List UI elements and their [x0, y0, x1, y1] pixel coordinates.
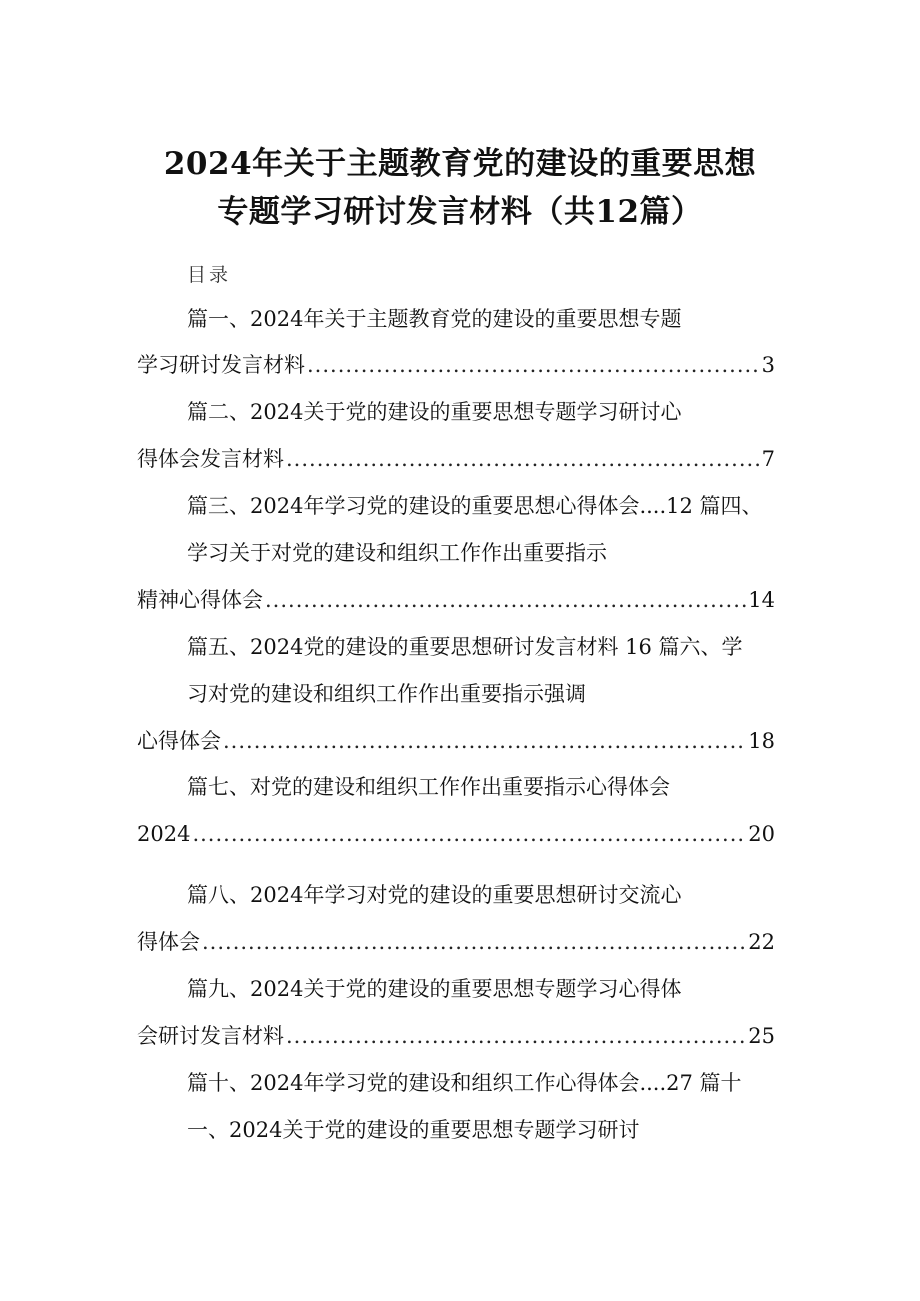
toc-entry-4-line: 学习关于对党的建设和组织工作作出重要指示 — [187, 541, 607, 565]
toc-entry-1-page: 3 — [761, 353, 775, 377]
toc-heading: 目录 — [187, 264, 232, 286]
dot-leader — [192, 819, 746, 849]
toc-entry-2-leader[interactable] — [137, 444, 775, 474]
toc-entry-4-tail: 精神心得体会 — [137, 588, 263, 612]
toc-entry-9-page: 25 — [748, 1024, 775, 1048]
toc-entry-9-tail: 会研讨发言材料 — [137, 1024, 284, 1048]
toc-entry-10-line: 篇十、2024年学习党的建设和组织工作心得体会....27 篇十 — [187, 1071, 742, 1095]
dot-leader — [265, 585, 746, 615]
toc-entry-1-line: 篇一、2024年关于主题教育党的建设的重要思想专题 — [187, 307, 682, 331]
toc-entry-4-page: 14 — [748, 588, 775, 612]
toc-entry-6-tail: 心得体会 — [137, 729, 221, 753]
toc-entry-8-line: 篇八、2024年学习对党的建设的重要思想研讨交流心 — [187, 883, 682, 907]
toc-entry-8-leader[interactable] — [137, 927, 775, 957]
document-title-line-2: 专题学习研讨发言材料（共12篇） — [217, 194, 703, 230]
toc-entry-2-page: 7 — [761, 447, 775, 471]
toc-entry-7-tail: 2024 — [137, 822, 191, 846]
dot-leader — [286, 444, 760, 474]
toc-entry-9-leader[interactable] — [137, 1021, 775, 1051]
toc-entry-4-leader[interactable] — [137, 585, 775, 615]
toc-entry-8-tail: 得体会 — [137, 930, 200, 954]
toc-entry-1-leader[interactable] — [137, 350, 775, 380]
document-title-line-1: 2024年关于主题教育党的建设的重要思想 — [163, 146, 757, 182]
toc-entry-2-line: 篇二、2024关于党的建设的重要思想专题学习研讨心 — [187, 400, 682, 424]
toc-entry-7-page: 20 — [748, 822, 775, 846]
toc-entry-7-line: 篇七、对党的建设和组织工作作出重要指示心得体会 — [187, 775, 670, 799]
toc-entry-2-tail: 得体会发言材料 — [137, 447, 284, 471]
dot-leader — [223, 726, 746, 756]
toc-entry-11-line: 一、2024关于党的建设的重要思想专题学习研讨 — [187, 1118, 640, 1142]
toc-entry-6-leader[interactable] — [137, 726, 775, 756]
toc-entry-6-page: 18 — [748, 729, 775, 753]
toc-entry-9-line: 篇九、2024关于党的建设的重要思想专题学习心得体 — [187, 977, 682, 1001]
dot-leader — [307, 350, 760, 380]
toc-entry-8-page: 22 — [748, 930, 775, 954]
toc-entry-3-line: 篇三、2024年学习党的建设的重要思想心得体会....12 篇四、 — [187, 494, 763, 518]
dot-leader — [202, 927, 746, 957]
toc-entry-6-line: 习对党的建设和组织工作作出重要指示强调 — [187, 682, 586, 706]
toc-entry-7-leader[interactable] — [137, 819, 775, 849]
toc-entry-5-line: 篇五、2024党的建设的重要思想研讨发言材料 16 篇六、学 — [187, 635, 743, 659]
toc-entry-1-tail: 学习研讨发言材料 — [137, 353, 305, 377]
dot-leader — [286, 1021, 746, 1051]
